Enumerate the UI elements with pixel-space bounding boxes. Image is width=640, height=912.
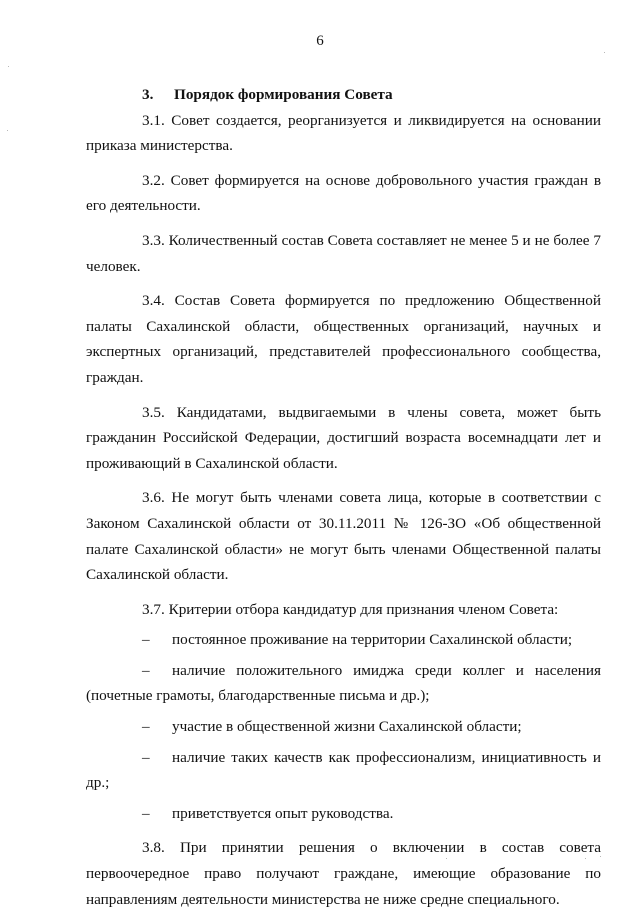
criteria-text: приветствуется опыт руководства.	[172, 804, 394, 822]
paragraph-3-5: 3.5. Кандидатами, выдвигаемыми в члены совета, может быть гражданин Российской Федерации, достигший возраста восемнадцати лет и проживающий в Сахалинской области.	[86, 403, 601, 472]
paragraph-3-7: 3.7. Критерии отбора кандидатур для признания членом Совета:	[142, 600, 559, 618]
dash-marker: –	[142, 804, 150, 822]
paragraph-3-1: 3.1. Совет создается, реорганизуется и ликвидируется на основании приказа министерства.	[86, 111, 601, 155]
dash-marker: –	[142, 748, 150, 766]
document-body	[86, 82, 601, 912]
criteria-item	[86, 714, 601, 740]
criteria-text: постоянное проживание на территории Сахалинской области;	[172, 631, 573, 649]
scan-speck	[446, 858, 447, 859]
dash-marker: –	[142, 631, 150, 649]
scan-speck	[604, 52, 605, 53]
paragraph-3-6: 3.6. Не могут быть членами совета лица, которые в соответствии с Законом Сахалинской области от 30.11.2011 № 126-ЗО «Об общественной палате Сахалинской области» не могут быть членами Общественной палаты Сахалинской области.	[86, 489, 601, 584]
scan-speck	[585, 858, 586, 859]
dash-marker: –	[142, 718, 150, 736]
paragraph-3-2: 3.2. Совет формируется на основе добровольного участия граждан в его деятельности.	[86, 171, 601, 215]
criteria-item	[86, 627, 601, 653]
criteria-text: наличие таких качеств как профессионализм, инициативность и др.;	[86, 748, 601, 792]
scan-speck	[8, 66, 9, 67]
scan-speck	[600, 856, 601, 857]
dash-marker: –	[142, 661, 150, 679]
paragraph-3-4: 3.4. Состав Совета формируется по предложению Общественной палаты Сахалинской области, общественных организаций, научных и экспертных организаций, представителей профессионального сообщества, граждан.	[86, 292, 601, 386]
paragraph-3-8: 3.8. При принятии решения о включении в состав совета первоочередное право получают граждане, имеющие образование по направлениям деятельности министерства не ниже средне специального.	[86, 839, 601, 908]
criteria-text: участие в общественной жизни Сахалинской области;	[172, 718, 522, 736]
criteria-item	[86, 745, 601, 796]
section-title: Порядок формирования Совета	[174, 86, 393, 103]
scan-speck	[7, 130, 8, 131]
criteria-item	[86, 801, 601, 827]
paragraph-3-3: 3.3. Количественный состав Совета составляет не менее 5 и не более 7 человек.	[86, 231, 601, 275]
section-heading	[86, 82, 601, 108]
criteria-item	[86, 658, 601, 709]
page-number: 6	[316, 33, 324, 49]
criteria-text: наличие положительного имиджа среди коллег и населения (почетные грамоты, благодарственные письма и др.);	[86, 661, 601, 705]
section-number: 3.	[142, 86, 154, 103]
